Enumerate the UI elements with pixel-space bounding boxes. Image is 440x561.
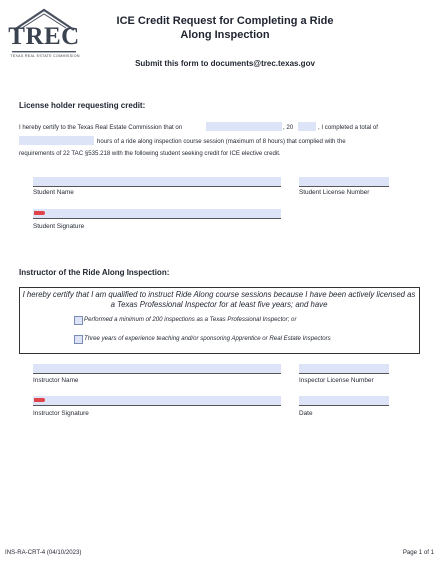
date-signed-field[interactable] xyxy=(299,396,389,406)
instructor-signature-field[interactable] xyxy=(33,396,281,406)
student-license-label: Student License Number xyxy=(299,189,370,196)
option2-checkbox[interactable] xyxy=(74,335,83,344)
hours-field[interactable] xyxy=(19,136,94,145)
option2-label: Three years of experience teaching and/or sponsoring Apprentice or Real Estate Inspectors xyxy=(84,335,331,342)
instructor-name-label: Instructor Name xyxy=(33,377,79,384)
certify-text-line3: requirements of 22 TAC §535.218 with the following student seeking credit for ICE elective credit. xyxy=(19,150,281,157)
license-holder-heading: License holder requesting credit: xyxy=(19,101,146,110)
instructor-heading: Instructor of the Ride Along Inspection: xyxy=(19,268,170,277)
option1-label: Performed a minimum of 200 inspections as a Texas Professional Inspector; or xyxy=(84,316,297,323)
year-prefix: , 20 xyxy=(283,124,294,131)
date-field[interactable] xyxy=(206,122,282,131)
signature-flag-icon xyxy=(34,211,45,215)
student-signature-field[interactable] xyxy=(33,209,281,219)
instructor-certify-text: I hereby certify that I am qualified to instruct Ride Along course sessions because I have been actively licensed as a Texas Professional Inspector for at least five years; and have xyxy=(22,290,416,309)
student-signature-label: Student Signature xyxy=(33,223,85,230)
form-id: INS-RA-CRT-4 (04/10/2023) xyxy=(5,549,82,556)
submit-instruction: Submit this form to documents@trec.texas.gov xyxy=(135,59,315,68)
date-label: Date xyxy=(299,410,313,417)
student-name-label: Student Name xyxy=(33,189,74,196)
logo-subtitle: TEXAS REAL ESTATE COMMISSION xyxy=(10,54,80,58)
year-field[interactable] xyxy=(298,122,316,131)
form-title: ICE Credit Request for Completing a Ride Along Inspection xyxy=(116,15,334,41)
logo-rule xyxy=(12,51,76,52)
certify-text-line2: hours of a ride along inspection course session (maximum of 8 hours) that complied with the xyxy=(97,138,346,145)
page-number: Page 1 of 1 xyxy=(402,549,434,556)
student-name-field[interactable] xyxy=(33,177,281,187)
instructor-name-field[interactable] xyxy=(33,364,281,374)
inspector-license-field[interactable] xyxy=(299,364,389,374)
instructor-signature-label: Instructor Signature xyxy=(33,410,89,417)
certify-text-part2: , I completed a total of xyxy=(318,124,378,131)
student-license-field[interactable] xyxy=(299,177,389,187)
certify-text-part1: I hereby certify to the Texas Real Estate Commission that on xyxy=(19,124,183,131)
signature-flag-icon xyxy=(34,398,45,402)
inspector-license-label: Inspector License Number xyxy=(299,377,374,384)
option1-checkbox[interactable] xyxy=(74,316,83,325)
logo-text: TREC xyxy=(8,23,80,50)
